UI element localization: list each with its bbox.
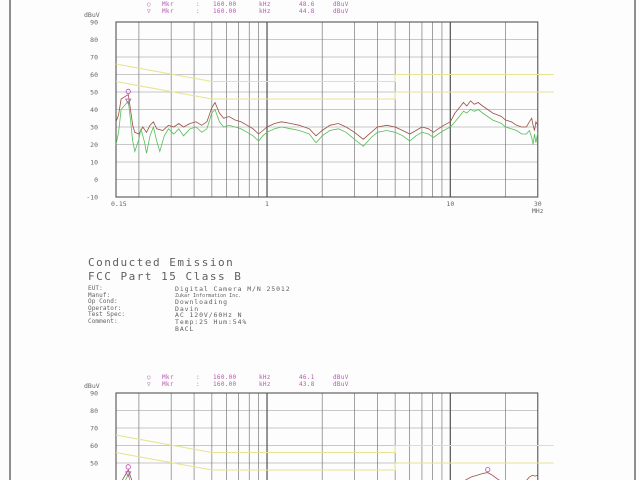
- detail-row-eut: [88, 286, 291, 293]
- y-tick-label: 70: [90, 424, 98, 433]
- emission-trace-quasi-peak: [116, 470, 538, 480]
- marker-frequency: 160.00: [213, 374, 237, 381]
- x-tick-label: 10: [446, 200, 455, 208]
- y-axis-unit-label: dBuV: [84, 382, 100, 390]
- y-tick-label: 90: [90, 389, 98, 398]
- triangle-marker-icon: ▽: [147, 381, 151, 388]
- average-limit: [116, 82, 554, 100]
- quasi-peak-limit: [116, 64, 554, 82]
- x-tick-label: 1: [265, 200, 269, 208]
- y-tick-label: 40: [90, 105, 98, 114]
- y-tick-label: 60: [90, 441, 98, 450]
- marker-label: Mkr: [162, 374, 174, 381]
- report-title-line2: FCC Part 15 Class B: [88, 270, 243, 283]
- marker-frequency: 160.00: [213, 381, 237, 388]
- marker-value: 48.6: [299, 1, 315, 8]
- marker-value: 43.8: [299, 381, 315, 388]
- detail-value: Zukar Information Inc.: [175, 292, 242, 299]
- triangle-marker-icon: ▽: [147, 8, 151, 15]
- detail-value: AC 120V/60Hz N: [175, 311, 243, 320]
- detail-value: Downloading: [175, 298, 228, 307]
- marker-value-unit: dBuV: [333, 381, 349, 388]
- marker-label: Mkr: [162, 8, 174, 15]
- marker-separator: :: [196, 1, 200, 8]
- y-tick-label: 60: [90, 70, 98, 79]
- circle-marker-icon: ○: [147, 374, 151, 381]
- detail-label: Manuf:: [88, 291, 111, 299]
- detail-label: [88, 326, 175, 333]
- marker-value-unit: dBuV: [333, 1, 349, 8]
- marker-frequency: 160.00: [213, 8, 237, 15]
- y-tick-label: 80: [90, 406, 98, 415]
- marker-label: Mkr: [162, 381, 174, 388]
- marker-label: Mkr: [162, 1, 174, 8]
- y-tick-label: 50: [90, 88, 98, 97]
- x-axis-unit-label: MHz: [531, 207, 544, 215]
- y-tick-label: 70: [90, 53, 98, 62]
- y-axis-unit-label: dBuV: [84, 11, 100, 19]
- marker-frequency-unit: kHz: [259, 374, 271, 381]
- detail-value: Digital Camera M/N 25012: [175, 285, 291, 293]
- y-tick-label: -10: [86, 193, 98, 202]
- marker-value-unit: dBuV: [333, 374, 349, 381]
- marker-frequency-unit: kHz: [259, 1, 271, 8]
- y-tick-label: 20: [90, 140, 98, 149]
- y-tick-label: 90: [90, 18, 98, 27]
- y-tick-label: 80: [90, 35, 98, 44]
- circle-marker-glyph: [126, 465, 130, 469]
- marker-separator: :: [196, 374, 200, 381]
- detail-label: Op Cond:: [88, 298, 118, 306]
- marker-frequency-unit: kHz: [259, 8, 271, 15]
- circle-marker-glyph: [126, 89, 130, 93]
- detail-label: Comment:: [88, 317, 118, 325]
- conducted-emission-chart-bottom-svg: [0, 370, 640, 480]
- detail-value: Temp:25 Hum:54%: [175, 317, 248, 326]
- marker-separator: :: [196, 381, 200, 388]
- marker-value: 46.1: [299, 374, 315, 381]
- report-title-line1: Conducted Emission: [88, 256, 235, 269]
- emission-trace-average: [116, 474, 538, 480]
- plot-frame: [116, 393, 538, 480]
- y-tick-label: 10: [90, 158, 98, 167]
- y-tick-label: 50: [90, 459, 98, 468]
- x-tick-label: 0.15: [111, 200, 127, 208]
- marker-frequency: 160.00: [213, 1, 237, 8]
- conducted-emission-chart-top-svg: [0, 0, 640, 222]
- horizontal-gridlines: [116, 22, 538, 197]
- y-tick-label: 0: [94, 175, 98, 184]
- marker-frequency-unit: kHz: [259, 381, 271, 388]
- detail-label: Test Spec:: [88, 311, 126, 319]
- vertical-gridlines: [139, 22, 506, 197]
- y-tick-label: 30: [90, 123, 98, 132]
- marker-value: 44.8: [299, 8, 315, 15]
- marker-separator: :: [196, 8, 200, 15]
- detail-label: Operator:: [88, 304, 122, 312]
- marker-value-unit: dBuV: [333, 8, 349, 15]
- report-title: [88, 256, 242, 284]
- circle-marker-glyph: [486, 467, 490, 471]
- x-tick-label: 30: [533, 200, 542, 208]
- quasi-peak-limit: [116, 435, 554, 453]
- detail-value: BACL: [175, 324, 195, 333]
- detail-row-comment2: [88, 326, 291, 333]
- detail-value: Davin: [175, 304, 200, 313]
- circle-marker-icon: ○: [147, 1, 151, 8]
- test-details: [88, 286, 291, 332]
- detail-label: EUT:: [88, 285, 103, 292]
